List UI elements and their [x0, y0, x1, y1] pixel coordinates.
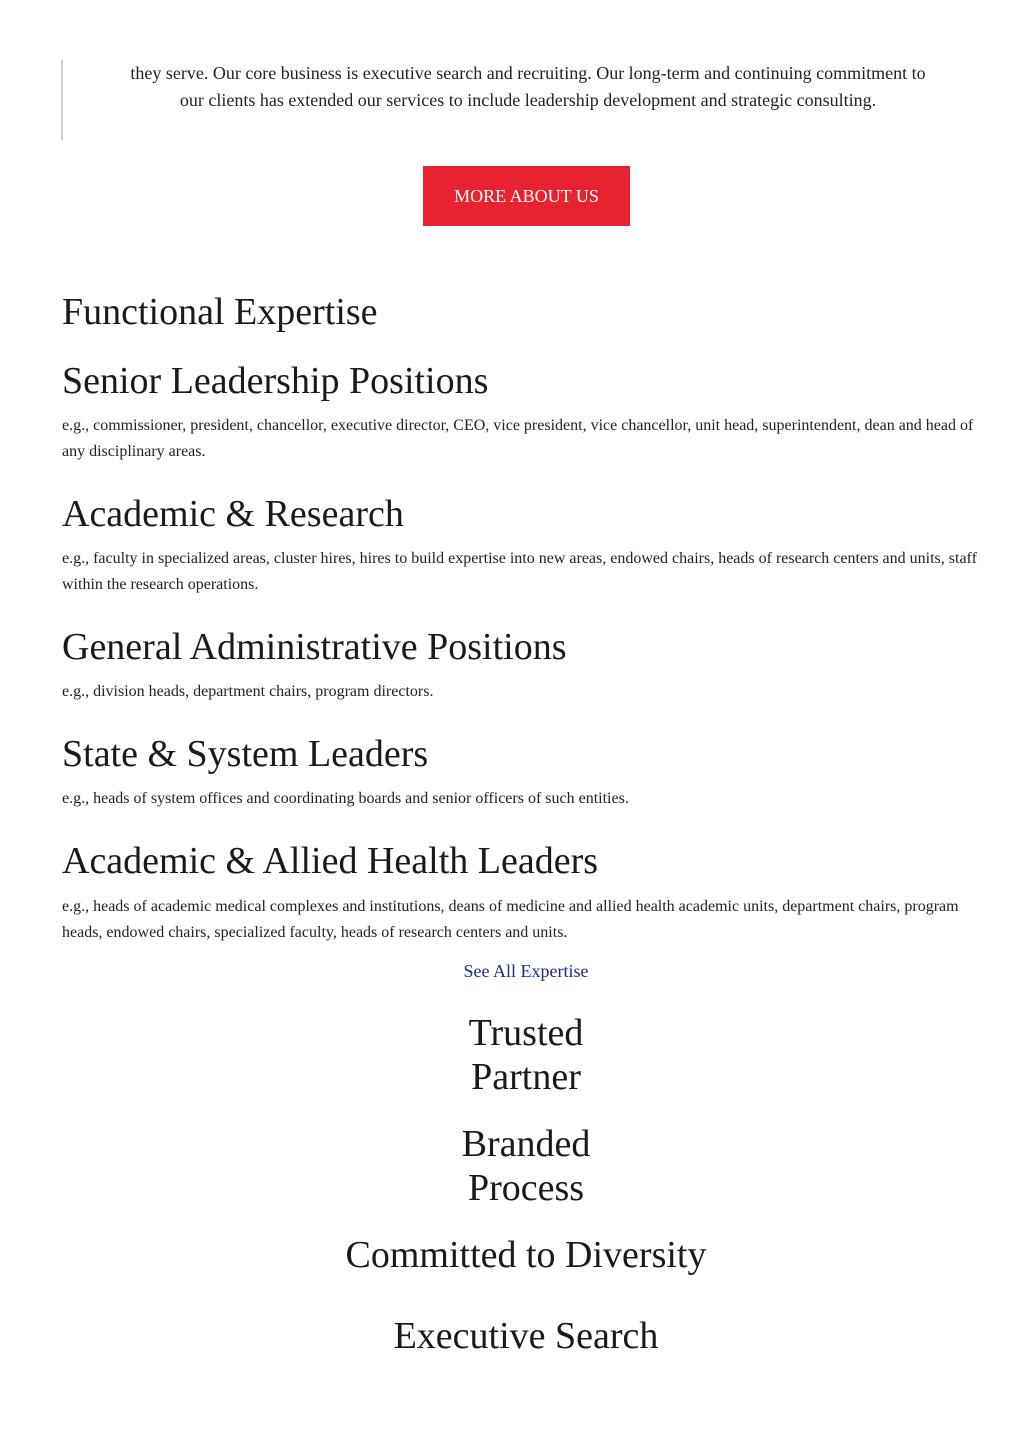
feature-trusted-partner-line2: Partner: [471, 1056, 581, 1098]
category-desc-academic-research: e.g., faculty in specialized areas, cluster hires, hires to build expertise into new areas, endowed chairs, heads of research centers and units, staff within the research operations.: [62, 550, 977, 593]
feature-committed-diversity-line1: Committed to Diversity: [345, 1234, 707, 1276]
feature-trusted-partner-line1: Trusted: [468, 1012, 584, 1054]
category-title-state-system: State & System Leaders: [62, 733, 429, 775]
see-all-expertise-link[interactable]: See All Expertise: [463, 961, 589, 981]
functional-expertise-heading: Functional Expertise: [62, 291, 378, 333]
more-about-us-button[interactable]: MORE ABOUT US: [423, 166, 630, 226]
category-desc-state-system: e.g., heads of system offices and coordinating boards and senior officers of such entities.: [62, 790, 629, 807]
category-title-senior-leadership: Senior Leadership Positions: [62, 360, 489, 402]
feature-committed-diversity: [312, 1233, 740, 1277]
category-title-general-administrative: General Administrative Positions: [62, 626, 567, 668]
category-title-academic-research: Academic & Research: [62, 493, 404, 535]
category-desc-general-administrative: e.g., division heads, department chairs, program directors.: [62, 683, 434, 700]
feature-executive-search: [312, 1314, 740, 1358]
category-desc-senior-leadership: e.g., commissioner, president, chancellor, executive director, CEO, vice president, vice chancellor, unit head, superintendent, dean and head of any disciplinary areas.: [62, 417, 974, 460]
feature-trusted-partner: [312, 1011, 740, 1099]
feature-branded-process: [312, 1122, 740, 1210]
category-title-allied-health: Academic & Allied Health Leaders: [62, 840, 599, 882]
intro-blockquote: [61, 60, 991, 140]
feature-executive-search-line1: Executive Search: [393, 1315, 659, 1357]
feature-branded-process-line1: Branded: [461, 1123, 591, 1165]
category-desc-allied-health: e.g., heads of academic medical complexes and institutions, deans of medicine and allied health academic units, department chairs, program heads, endowed chairs, specialized faculty, heads of research centers and units.: [62, 898, 959, 941]
intro-text: they serve. Our core business is executive search and recruiting. Our long-term and continuing commitment to our clients has extended our services to include leadership development and strategic consulting.: [130, 63, 926, 110]
feature-branded-process-line2: Process: [467, 1167, 585, 1209]
